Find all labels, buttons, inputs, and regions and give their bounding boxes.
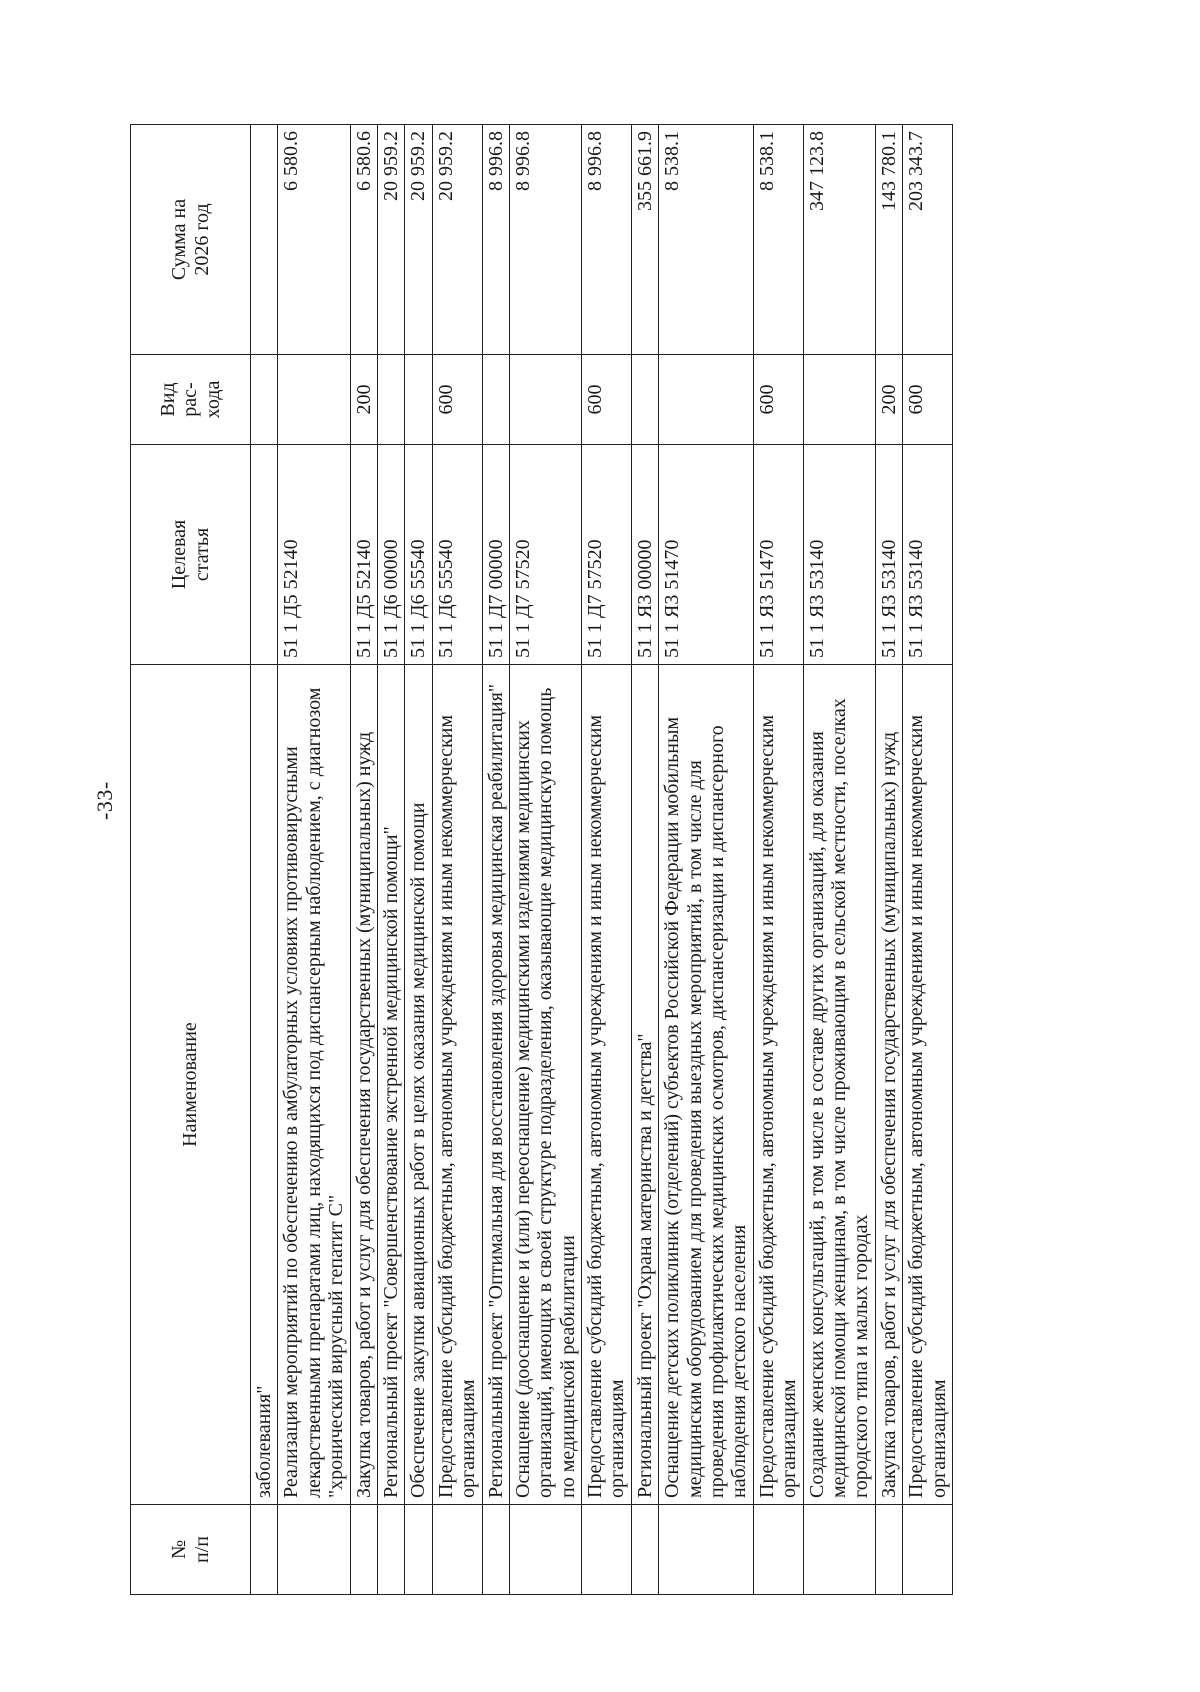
cell-name: Предоставление субсидий бюджетным, автономным учреждениям и иным некоммерческим организациям [753,665,803,1505]
cell-kind: 200 [350,355,377,445]
cell-num [753,1505,803,1595]
cell-kind: 200 [875,355,902,445]
cell-kind [631,355,658,445]
cell-sum: 20 959.2 [377,125,404,355]
cell-code: 51 1 Я3 53140 [875,445,902,665]
cell-code: 51 1 Д7 00000 [482,445,509,665]
cell-num [405,1505,432,1595]
table-row [405,125,432,1595]
cell-code: 51 1 Я3 00000 [631,445,658,665]
table-header-row [131,125,251,1595]
cell-num [377,1505,404,1595]
header-code: Целевая статья [131,445,251,665]
cell-code: 51 1 Я3 51470 [753,445,803,665]
table-row [509,125,581,1595]
rotated-page-content [130,125,953,1595]
cell-sum: 143 780.1 [875,125,902,355]
cell-code: 51 1 Я3 53140 [803,445,875,665]
cell-kind [509,355,581,445]
cell-code: 51 1 Я3 51470 [659,445,754,665]
cell-kind [377,355,404,445]
cell-kind [251,355,278,445]
cell-kind [659,355,754,445]
cell-sum: 8 996.8 [482,125,509,355]
cell-code [251,445,278,665]
cell-kind: 600 [582,355,632,445]
cell-sum: 355 661.9 [631,125,658,355]
cell-name: Закупка товаров, работ и услуг для обеспечения государственных (муниципальных) нужд [875,665,902,1505]
cell-name: Создание женских консультаций, в том числе в составе других организаций, для оказания медицинской помощи женщинам, в том числе проживающим в сельской местности, поселках городского типа и малых городах [803,665,875,1505]
cell-sum: 20 959.2 [432,125,482,355]
header-name: Наименование [131,665,251,1505]
cell-name: Закупка товаров, работ и услуг для обеспечения государственных (муниципальных) нужд [350,665,377,1505]
cell-sum: 8 538.1 [659,125,754,355]
table-row [659,125,754,1595]
cell-sum: 347 123.8 [803,125,875,355]
table-row [482,125,509,1595]
table-row [875,125,902,1595]
table-row [432,125,482,1595]
cell-sum: 203 343.7 [903,125,953,355]
cell-kind [278,355,350,445]
budget-table [130,124,953,1595]
table-row [753,125,803,1595]
table-row [377,125,404,1595]
cell-code: 51 1 Д7 57520 [509,445,581,665]
cell-name: Обеспечение закупки авиационных работ в целях оказания медицинской помощи [405,665,432,1505]
table-row [350,125,377,1595]
cell-code: 51 1 Д6 55540 [432,445,482,665]
cell-num [251,1505,278,1595]
table-row [582,125,632,1595]
cell-name: Реализация мероприятий по обеспечению в амбулаторных условиях противовирусными лекарственными препаратами лиц, находящихся под диспансерным наблюдением, с диагнозом "хронический вирусный гепатит С" [278,665,350,1505]
cell-code: 51 1 Д5 52140 [350,445,377,665]
table-row [251,125,278,1595]
cell-code: 51 1 Д7 57520 [582,445,632,665]
cell-code: 51 1 Д6 55540 [405,445,432,665]
cell-code: 51 1 Д6 00000 [377,445,404,665]
cell-num [903,1505,953,1595]
cell-num [350,1505,377,1595]
cell-sum: 6 580.6 [278,125,350,355]
cell-kind [482,355,509,445]
cell-sum: 8 996.8 [509,125,581,355]
cell-sum: 6 580.6 [350,125,377,355]
table-row [278,125,350,1595]
cell-name: Оснащение детских поликлиник (отделений) субъектов Российской Федерации мобильным медицинским оборудованием для проведения выездных мероприятий, в том числе для проведения профилактических медицинских осмотров, диспансеризации и диспансерного наблюдения детского населения [659,665,754,1505]
cell-name: Предоставление субсидий бюджетным, автономным учреждениям и иным некоммерческим организациям [903,665,953,1505]
cell-kind [803,355,875,445]
table-body [251,125,953,1595]
cell-sum: 8 538.1 [753,125,803,355]
cell-num [803,1505,875,1595]
cell-name: Региональный проект "Охрана материнства и детства" [631,665,658,1505]
cell-num [482,1505,509,1595]
cell-sum: 8 996.8 [582,125,632,355]
cell-code: 51 1 Д5 52140 [278,445,350,665]
cell-kind: 600 [432,355,482,445]
cell-sum: 20 959.2 [405,125,432,355]
cell-name: Оснащение (дооснащение и (или) переоснащение) медицинскими изделиями медицинских организаций, имеющих в своей структуре подразделения, оказывающие медицинскую помощь по медицинской реабилитации [509,665,581,1505]
header-sum: Сумма на 2026 год [131,125,251,355]
cell-num [509,1505,581,1595]
cell-kind: 600 [903,355,953,445]
cell-name: Региональный проект "Совершенствование экстренной медицинской помощи" [377,665,404,1505]
cell-num [582,1505,632,1595]
cell-num [432,1505,482,1595]
cell-num [631,1505,658,1595]
table-row [903,125,953,1595]
cell-kind: 600 [753,355,803,445]
cell-name: заболевания" [251,665,278,1505]
cell-sum [251,125,278,355]
cell-name: Региональный проект "Оптимальная для восстановления здоровья медицинская реабилитация" [482,665,509,1505]
cell-kind [405,355,432,445]
cell-name: Предоставление субсидий бюджетным, автономным учреждениям и иным некоммерческим организациям [432,665,482,1505]
cell-num [278,1505,350,1595]
header-num: № п/п [131,1505,251,1595]
cell-num [875,1505,902,1595]
table-row [631,125,658,1595]
page-number: -33- [92,781,117,820]
cell-name: Предоставление субсидий бюджетным, автономным учреждениям и иным некоммерческим организациям [582,665,632,1505]
header-kind: Вид рас- хода [131,355,251,445]
cell-num [659,1505,754,1595]
cell-code: 51 1 Я3 53140 [903,445,953,665]
table-row [803,125,875,1595]
